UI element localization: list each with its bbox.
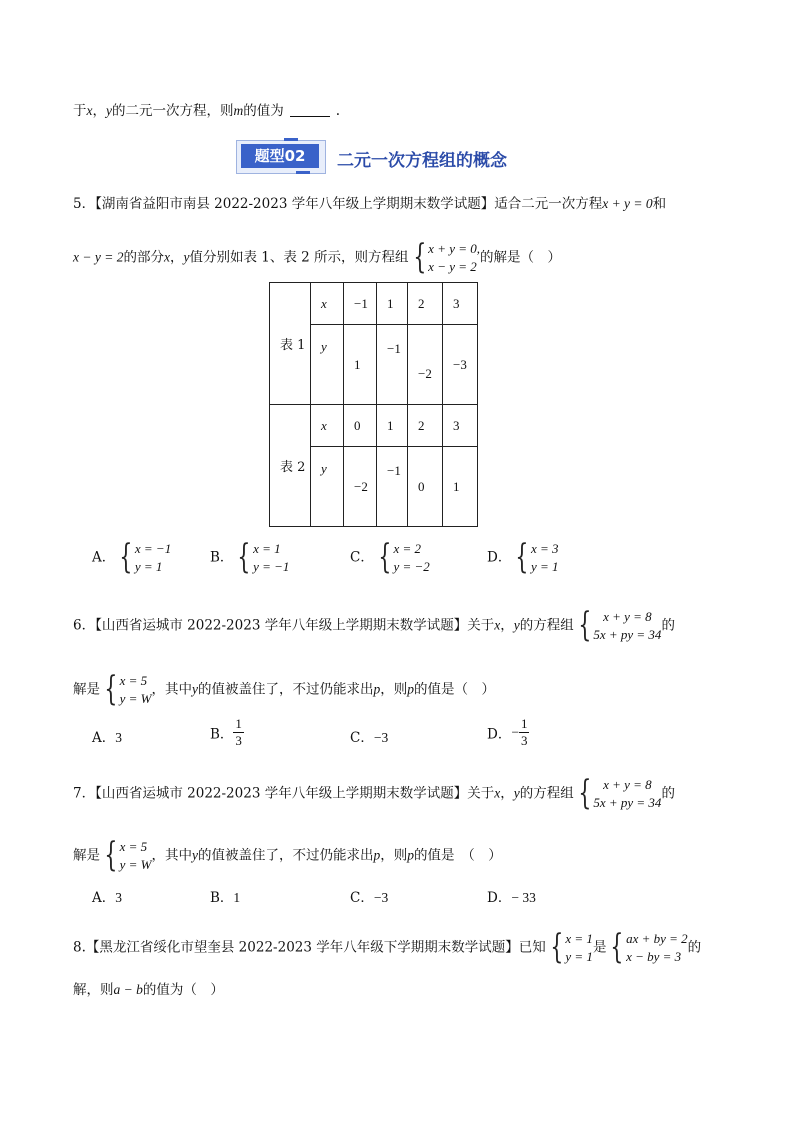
q5-option-b[interactable]: B． { x = 1 y = −1 xyxy=(210,537,290,577)
q8-system: { ax + by = 2 x − by = 3 xyxy=(610,927,688,967)
q7-line1: 7．【山西省运城市 2022-2023 学年八年级上学期期末数学试题】关于x，y的方程组 { x + y = 8 5x + py = 34 的 xyxy=(73,773,675,813)
section-tag xyxy=(236,140,326,174)
q7-option-b[interactable]: B．1 xyxy=(210,890,241,906)
q7-option-a[interactable]: A．3 xyxy=(92,890,122,906)
q6-line2: 解是 { x = 5 y = W ，其中y的值被盖住了，不过仍能求出p，则p的值是（ ） xyxy=(73,669,496,709)
intro-line: 于x，y的二元一次方程，则m的值为 . xyxy=(73,103,341,119)
q6-option-c[interactable]: C．−3 xyxy=(350,730,389,746)
q6-line1: 6．【山西省运城市 2022-2023 学年八年级上学期期末数学试题】关于x，y的方程组 { x + y = 8 5x + py = 34 的 xyxy=(73,605,675,645)
q5-line1: 5．【湖南省益阳市南县 2022-2023 学年八年级上学期期末数学试题】适合二元一次方程x + y = 0和 xyxy=(73,196,667,212)
value-table: 表 1 x −1 1 2 3 y 1 −1 −2 −3 表 2 x 0 1 2 3 y −2 −1 0 1 xyxy=(269,282,478,527)
q8-line2: 解，则a − b的值为（ ） xyxy=(73,982,224,998)
q7-system: { x + y = 8 5x + py = 34 xyxy=(578,773,662,813)
q8-solution: { x = 1 y = 1 xyxy=(550,927,593,967)
section-title: 二元一次方程组的概念 xyxy=(337,151,507,171)
q6-option-d[interactable]: D．− $\frac{1}{3}$ xyxy=(487,716,528,748)
q5-option-d[interactable]: D． { x = 3 y = 1 xyxy=(487,537,559,577)
q6-system: { x + y = 8 5x + py = 34 xyxy=(578,605,662,645)
q7-solution: { x = 5 y = W xyxy=(104,835,152,875)
q5-option-a[interactable]: A． { x = −1 y = 1 xyxy=(92,537,172,577)
table2-label: 表 2 xyxy=(270,405,311,527)
q6-option-a[interactable]: A．3 xyxy=(92,730,122,746)
table1-label: 表 1 xyxy=(270,283,311,405)
q7-option-d[interactable]: D．− 33 xyxy=(487,890,536,906)
q7-option-c[interactable]: C．−3 xyxy=(350,890,389,906)
q6-option-b[interactable]: B． $\frac{1}{3}$ xyxy=(210,716,242,748)
answer-blank xyxy=(290,116,330,117)
q5-option-c[interactable]: C． { x = 2 y = −2 xyxy=(350,537,430,577)
q7-line2: 解是 { x = 5 y = W ，其中y的值被盖住了，不过仍能求出p，则p的值是 （ ） xyxy=(73,835,502,875)
q8-line1: 8.【黑龙江省绥化市望奎县 2022-2023 学年八年级下学期期末数学试题】已知 { x = 1 y = 1 是 { ax + by = 2 x − by = 3 的 xyxy=(73,927,702,967)
q5-line2: x − y = 2的部分x，y值分别如表 1、表 2 所示，则方程组 { x + y = 0, x − y = 2 的解是（ ） xyxy=(73,237,562,277)
q5-system: { x + y = 0, x − y = 2 xyxy=(412,237,481,277)
section-tag-label: 题型02 xyxy=(241,144,319,168)
q6-solution: { x = 5 y = W xyxy=(104,669,152,709)
